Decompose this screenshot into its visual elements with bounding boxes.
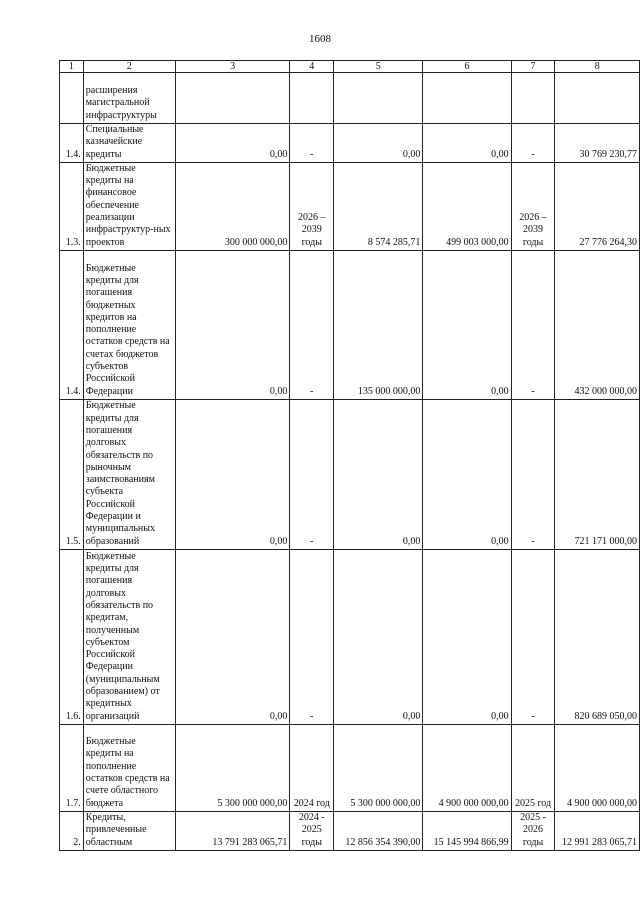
amount-cell: 499 003 000,00	[423, 162, 511, 250]
table-row	[60, 811, 640, 850]
amount-cell: 4 900 000 000,00	[555, 724, 640, 811]
amount-cell: 0,00	[175, 549, 290, 724]
amount-cell	[334, 73, 423, 124]
amount-cell: 0,00	[334, 399, 423, 549]
row-name: Бюджетные кредиты на пополнение остатков средств на счете областного бюджета	[83, 724, 175, 811]
column-number: 7	[511, 61, 555, 73]
column-number: 3	[175, 61, 290, 73]
page-number: 1608	[309, 33, 331, 45]
table-row	[60, 124, 640, 163]
amount-cell: 5 300 000 000,00	[175, 724, 290, 811]
amount-cell: 0,00	[423, 399, 511, 549]
amount-cell: 0,00	[334, 549, 423, 724]
column-number-row	[60, 61, 640, 73]
amount-cell	[423, 73, 511, 124]
row-number: 1.4.	[60, 124, 84, 163]
row-number: 1.4.	[60, 250, 84, 399]
period-cell: -	[511, 250, 555, 399]
amount-cell: 0,00	[423, 250, 511, 399]
row-name: Бюджетные кредиты для погашения бюджетных кредитов на пополнение остатков средств на счетах бюджетов субъектов Российской Федерации	[83, 250, 175, 399]
amount-cell: 0,00	[175, 250, 290, 399]
amount-cell: 8 574 285,71	[334, 162, 423, 250]
amount-cell: 15 145 994 866,99	[423, 811, 511, 850]
row-number: 2.	[60, 811, 84, 850]
period-cell: -	[511, 399, 555, 549]
period-cell: -	[290, 549, 334, 724]
column-number: 4	[290, 61, 334, 73]
row-name: Бюджетные кредиты для погашения долговых обязательств по рыночным заимствованиям субъекта Российской Федерации и муниципальных образований	[83, 399, 175, 549]
row-number: 1.5.	[60, 399, 84, 549]
column-number: 8	[555, 61, 640, 73]
amount-cell: 27 776 264,30	[555, 162, 640, 250]
amount-cell: 12 856 354 390,00	[334, 811, 423, 850]
amount-cell: 0,00	[175, 399, 290, 549]
amount-cell: 12 991 283 065,71	[555, 811, 640, 850]
column-number: 1	[60, 61, 84, 73]
table-row	[60, 399, 640, 549]
row-name: Специальные казначейские кредиты	[83, 124, 175, 163]
amount-cell: 30 769 230,77	[555, 124, 640, 163]
amount-cell: 0,00	[423, 549, 511, 724]
period-cell	[290, 73, 334, 124]
amount-cell: 0,00	[175, 124, 290, 163]
period-cell: 2024 - 2025 годы	[290, 811, 334, 850]
period-cell: -	[511, 124, 555, 163]
table-row	[60, 73, 640, 124]
period-cell: 2026 – 2039 годы	[290, 162, 334, 250]
row-number	[60, 73, 84, 124]
row-name: Бюджетные кредиты для погашения долговых обязательств по кредитам, полученным субъектом Российской Федерации (муниципальным образованием) от кредитных организаций	[83, 549, 175, 724]
amount-cell: 135 000 000,00	[334, 250, 423, 399]
amount-cell: 4 900 000 000,00	[423, 724, 511, 811]
period-cell: 2024 год	[290, 724, 334, 811]
table-row	[60, 549, 640, 724]
column-number: 5	[334, 61, 423, 73]
period-cell	[511, 73, 555, 124]
column-number: 2	[83, 61, 175, 73]
period-cell: 2025 - 2026 годы	[511, 811, 555, 850]
period-cell: -	[511, 549, 555, 724]
period-cell: -	[290, 124, 334, 163]
amount-cell: 721 171 000,00	[555, 399, 640, 549]
row-name: Бюджетные кредиты на финансовое обеспечение реализации инфраструктур-ных проектов	[83, 162, 175, 250]
amount-cell	[555, 73, 640, 124]
row-name: Кредиты, привлеченные областным	[83, 811, 175, 850]
period-cell: 2026 – 2039 годы	[511, 162, 555, 250]
amount-cell: 5 300 000 000,00	[334, 724, 423, 811]
row-number: 1.6.	[60, 549, 84, 724]
row-number: 1.7.	[60, 724, 84, 811]
budget-credits-table	[59, 60, 640, 851]
amount-cell: 13 791 283 065,71	[175, 811, 290, 850]
row-number: 1.3.	[60, 162, 84, 250]
table-row	[60, 250, 640, 399]
amount-cell: 820 689 050,00	[555, 549, 640, 724]
period-cell: -	[290, 250, 334, 399]
table-row	[60, 724, 640, 811]
amount-cell: 0,00	[334, 124, 423, 163]
row-name: расширения магистральной инфраструктуры	[83, 73, 175, 124]
amount-cell: 300 000 000,00	[175, 162, 290, 250]
period-cell: 2025 год	[511, 724, 555, 811]
amount-cell: 0,00	[423, 124, 511, 163]
period-cell: -	[290, 399, 334, 549]
column-number: 6	[423, 61, 511, 73]
table-row	[60, 162, 640, 250]
amount-cell	[175, 73, 290, 124]
amount-cell: 432 000 000,00	[555, 250, 640, 399]
